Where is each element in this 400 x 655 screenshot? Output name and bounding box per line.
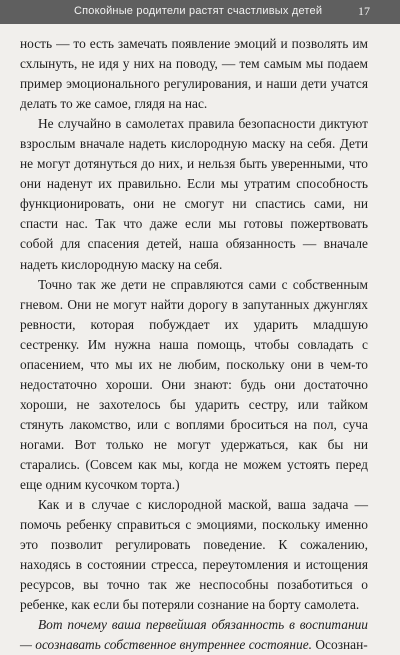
running-head	[0, 0, 400, 24]
italic-emphasis: Вот почему ваша первейшая обязанность в воспитании — осознавать собственное внутреннее состояние.	[20, 617, 368, 653]
page-number: 17	[358, 4, 370, 18]
paragraph-continued: ность — то есть замечать появление эмоций и позволять им схлынуть, не идя у них на поводу, — тем самым мы подаем пример эмоционального регулирования, и наши дети учатся делать то же самое, глядя на нас.	[20, 36, 368, 112]
running-head-title: Спокойные родители растят счастливых детей	[74, 5, 323, 17]
paragraph-children-anger: Точно так же дети не справляются сами с собственным гневом. Они не могут найти дорогу в запутанных джунглях ревности, которая побуждает их ударить младшую сестренку. Им нужна наша помощь, чтобы совладать с опасением, что мы их не любим, поскольку они в чем-то недостаточно хороши. Они знают: будь они достаточно хороши, не захотелось бы ударить сестру, или тайком стянуть лакомство, или с воплями броситься на пол, суча ногами. Вот только не могут удержаться, как бы ни старались. (Совсем как мы, когда не можем устоять перед еще одним кусочком торта.)	[20, 276, 368, 493]
paragraph-first-duty	[20, 615, 368, 655]
paragraph-tail: Осознан-	[312, 637, 368, 653]
body-text	[20, 34, 368, 655]
paragraph-oxygen-mask: Не случайно в самолетах правила безопасности диктуют взрослым вначале надеть кислородную маску на себя. Дети не могут дотянуться до них, и нельзя быть уверенными, что они наденут их правильно. Если мы утратим способность функционировать, они не смогут ни спастись сами, ни спасти нас. Так что даже если мы готовы пожертвовать собой для спасения детей, наша обязанность — вначале надеть кислородную маску на себя.	[20, 116, 368, 272]
paragraph-your-task: Как и в случае с кислородной маской, ваша задача — помочь ребенку справиться с эмоциями, поскольку именно это позволит регулировать поведение. К сожалению, находясь в состоянии стресса, переутомления и истощения ресурсов, вы точно так же неспособны позаботиться о ребенке, как если бы потеряли сознание на борту самолета.	[20, 497, 368, 613]
